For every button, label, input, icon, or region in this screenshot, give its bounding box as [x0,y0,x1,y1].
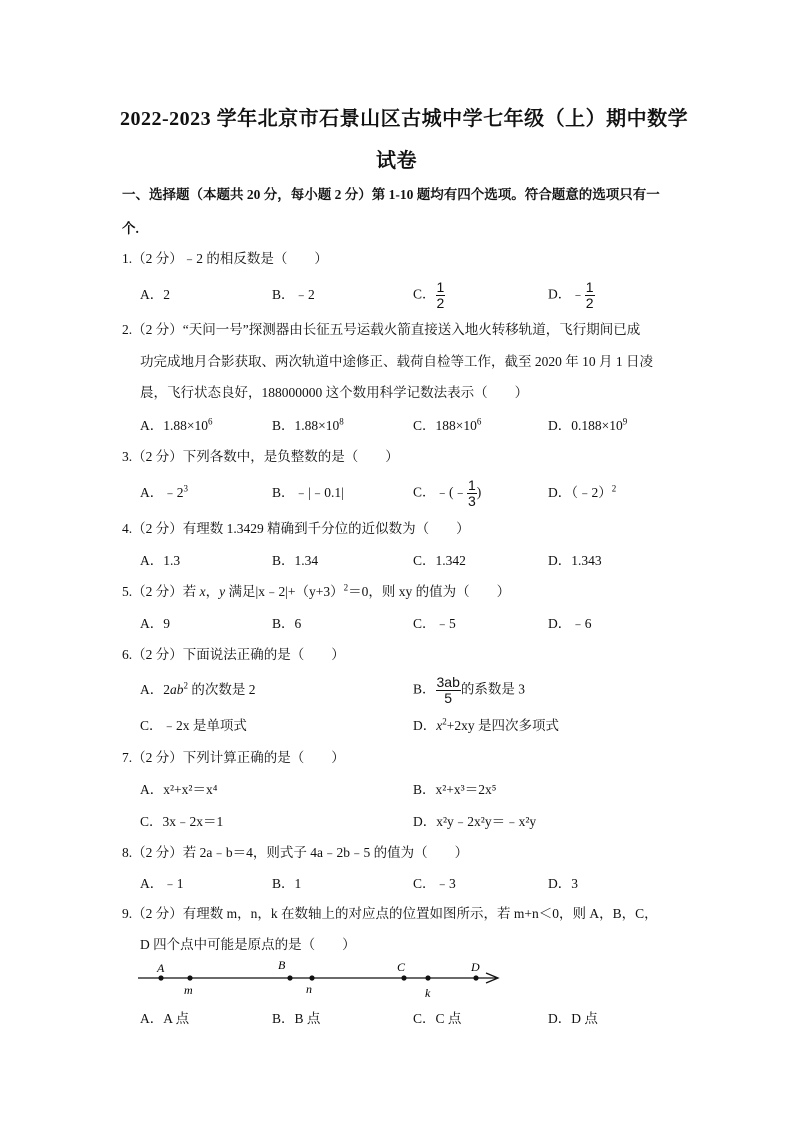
point-m-dot [187,975,192,980]
variable: x [436,718,443,733]
option-text: 的次数是 2 [188,682,256,697]
q7-option-b: B．x²+x³＝2x⁵ [413,782,497,797]
question-2-line2: 功完成地月合影获取、两次轨道中途修正、载荷自检等工作，截至 2020 年 10 月 1 日凌 [140,354,653,369]
q7-option-d: D．x²y﹣2x²y＝﹣x²y [413,814,537,829]
q5-option-a: A．9 [140,616,170,631]
exponent: 8 [339,416,344,427]
q1-option-d-fraction [585,280,595,310]
q1-option-c-label: C． [413,286,436,302]
q6-option-d [413,716,559,733]
option-text: B． [413,681,436,697]
point-c-label: C [397,960,406,974]
point-d-dot [473,975,478,980]
q3-option-d [548,483,617,500]
exponent: 2 [611,483,617,494]
q9-option-d: D．D 点 [548,1011,598,1026]
stem-text: ＝0，则 xy 的值为（ ） [348,584,511,599]
q1-option-a: A．2 [140,287,170,302]
question-8-stem: 8.（2 分）若 2a﹣b＝4，则式子 4a﹣2b﹣5 的值为（ ） [122,845,469,860]
question-7-stem: 7.（2 分）下列计算正确的是（ ） [122,750,345,765]
exponent: 6 [476,416,482,427]
question-9-line1: 9.（2 分）有理数 m，n，k 在数轴上的对应点的位置如图所示，若 m+n＜0，则 A，B，C， [122,906,658,921]
option-text: A．﹣2 [140,485,184,500]
q2-option-b [272,416,344,433]
point-k-label: k [425,986,431,1000]
fraction-numerator: 1 [436,279,445,295]
question-2-line1: 2.（2 分）“天问一号”探测器由长征五号运载火箭直接送入地火转移轨道，飞行期间已成 [122,322,641,337]
q2-option-a [140,416,213,433]
number-line-figure [134,956,510,1002]
fraction-denominator: 2 [585,294,594,311]
variable: ab [170,682,184,697]
q8-option-c: C．﹣3 [413,876,456,891]
q3-option-a [140,483,188,500]
q5-option-c: C．﹣5 [413,616,456,631]
q2-option-c [413,416,482,433]
fraction-denominator: 5 [444,689,453,706]
fraction-denominator: 3 [468,492,476,509]
point-m-label: m [184,983,193,997]
fraction-denominator: 2 [436,294,445,311]
stem-text: 5.（2 分）若 [122,584,200,599]
fraction-numerator: 3ab [436,674,460,690]
q1-option-c [413,280,445,310]
option-text: C．188×10 [413,418,477,433]
question-9-line2: D 四个点中可能是原点的是（ ） [140,937,356,952]
section-heading-line2: 个. [122,221,139,236]
exponent: 3 [183,483,188,494]
q6-option-b [413,675,525,705]
option-text-close: ) [476,484,482,500]
q7-option-c: C．3x﹣2x＝1 [140,814,224,829]
option-text: A．2 [140,682,170,697]
option-text: D．0.188×10 [548,418,623,433]
q9-option-c: C．C 点 [413,1011,462,1026]
point-a-dot [158,975,163,980]
q6-option-b-fraction [436,675,461,705]
page-title-line1: 2022-2023 学年北京市石景山区古城中学七年级（上）期中数学 [120,108,689,130]
point-n-label: n [306,982,312,996]
q9-option-b: B．B 点 [272,1011,321,1026]
exponent: 2 [442,716,447,727]
option-text: D． [413,718,437,733]
q1-option-b: B．﹣2 [272,287,315,302]
question-2-line3: 晨，飞行状态良好，188000000 这个数用科学记数法表示（ ） [140,385,529,400]
question-1-stem: 1.（2 分）﹣2 的相反数是（ ） [122,251,328,266]
q7-option-a: A．x²+x²＝x⁴ [140,782,218,797]
q3-option-c [413,478,481,508]
q4-option-d: D．1.343 [548,553,602,568]
point-k-dot [425,975,430,980]
question-4-stem: 4.（2 分）有理数 1.3429 精确到千分位的近似数为（ ） [122,521,470,536]
q1-option-d-label: D．﹣ [548,286,585,302]
q8-option-b: B．1 [272,876,302,891]
q1-option-d [548,280,595,310]
variable: x [199,584,206,599]
q6-option-a [140,680,256,697]
q8-option-a: A．﹣1 [140,876,184,891]
q9-option-a: A．A 点 [140,1011,190,1026]
option-text: D．（﹣2） [548,485,612,500]
exponent: 9 [622,416,628,427]
option-text: B．1.88×10 [272,418,340,433]
q2-option-d [548,416,628,433]
question-3-stem: 3.（2 分）下列各数中，是负整数的是（ ） [122,449,399,464]
point-a-label: A [157,961,165,975]
exponent: 2 [183,680,188,691]
option-text: 的系数是 3 [460,681,525,697]
q5-option-d: D．﹣6 [548,616,592,631]
stem-text: ， [205,584,220,599]
q4-option-a: A．1.3 [140,553,181,568]
q3-option-b: B．﹣|﹣0.1| [272,485,344,500]
exponent: 6 [208,416,213,427]
point-c-dot [401,975,406,980]
point-n-dot [309,975,314,980]
option-text: A．1.88×10 [140,418,208,433]
page-title-line2: 试卷 [376,150,417,172]
fraction-numerator: 1 [585,279,594,295]
q6-option-c: C．﹣2x 是单项式 [140,718,247,733]
question-6-stem: 6.（2 分）下面说法正确的是（ ） [122,647,345,662]
option-text: +2xy 是四次多项式 [446,718,559,733]
q4-option-b: B．1.34 [272,553,319,568]
q8-option-d: D．3 [548,876,578,891]
fraction-numerator: 1 [468,477,476,493]
q3-option-c-fraction [467,478,477,508]
stem-text: 满足|x﹣2|+（y+3） [225,584,344,599]
q5-option-b: B．6 [272,616,302,631]
section-heading-line1: 一、选择题（本题共 20 分，每小题 2 分）第 1-10 题均有四个选项。符合题意的选项只有一 [122,187,660,202]
q1-option-c-fraction [436,280,446,310]
option-text: C．﹣(﹣ [413,484,467,500]
point-d-label: D [471,960,480,974]
variable: y [219,584,226,599]
q4-option-c: C．1.342 [413,553,466,568]
point-b-dot [287,975,292,980]
question-5-stem [122,582,511,599]
exponent: 2 [343,582,349,593]
point-b-label: B [278,958,286,972]
